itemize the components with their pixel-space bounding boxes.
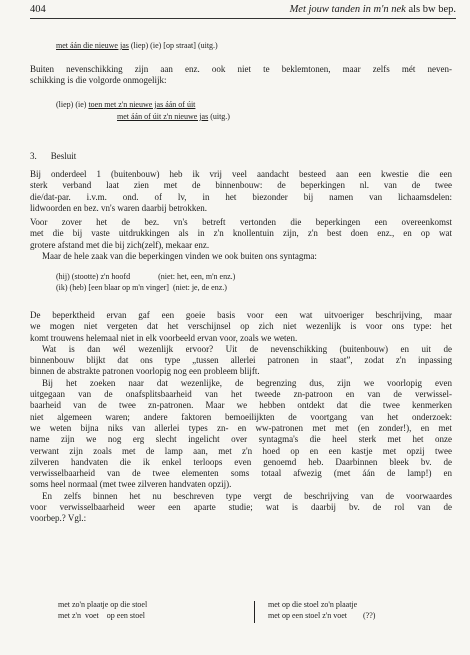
example-2-line-1 xyxy=(56,100,195,109)
running-title-roman: als bw bep. xyxy=(408,4,456,15)
para3-line: met die bij vaste uitdrukkingen als in z'n knollentuin zijn, z'n best doen enz., en op wat xyxy=(30,228,452,239)
comparison-right xyxy=(268,600,375,621)
para4-line: binnenbouw blijkt dat ons type „tussen allerlei patronen in staat”, zodat z'n inpassing xyxy=(30,355,452,366)
running-title-italic: Met jouw tanden in m'n nek xyxy=(289,4,406,15)
example-3-row xyxy=(56,271,235,282)
example-1 xyxy=(56,41,218,50)
comparison-left-line: met z'n voet op een stoel xyxy=(58,610,145,620)
para4-line: verwant zijn zoals met de lamp aan, met z'n hoed op en een kastje met opzij twee xyxy=(30,445,452,456)
example-2-underlined-1: toen met z'n nieuwe jas áán of úit xyxy=(88,100,196,109)
para4-line: binnen de abstrakte patronen voorlopig nog een probleem blijft. xyxy=(30,366,260,377)
para3-line: Maar de hele zaak van die beperkingen vinden we ook buiten ons syntagma: xyxy=(42,250,317,261)
example-1-rest: (liep) (ie) [op straat] (uitg.) xyxy=(128,41,218,50)
example-3-pre: (ik) (heb) [een blaar op m'n vinger] xyxy=(56,283,169,292)
para3-line: grotere afstand met die bij zich(zelf), mekaar enz. xyxy=(30,239,210,250)
header-rule xyxy=(30,18,456,19)
comparison-left xyxy=(58,600,147,621)
para4-line: name zijn we nog erg slecht ingelicht over syntagma's die heel sterk met het onze xyxy=(30,434,452,445)
example-3-pre: (hij) (stootte) xyxy=(56,272,101,281)
running-header xyxy=(30,4,456,18)
para3-line: Voor zover het de bez. vn's betreft vertonden die beperkingen een overeenkomst xyxy=(30,217,452,227)
para2-line: die/dat-par. i.v.m. ond. of lv, in het biezonder bij namen van lichaamsdelen: xyxy=(30,191,452,202)
para2-line: lidwoorden en bez. vn's waren daarbij betrokken. xyxy=(30,202,208,213)
para1-line: schikking is die volgorde onmogelijk: xyxy=(30,75,167,86)
para4-line: verwisselbaarheid van de twee elementen soms totaal afwezig (met áán de lamp!) en xyxy=(30,468,452,479)
example-2-pre: (liep) (ie) xyxy=(56,100,89,109)
running-title xyxy=(290,4,456,15)
para4-line: En zelfs binnen het nu beschreven type vergt de beschrijving van de voorwaardes xyxy=(42,490,452,501)
example-3-row xyxy=(56,282,235,293)
paragraph-1 xyxy=(30,64,452,87)
para4-line: voor verwisselbaarheid weer een aparte studie; wat is daarbij bv. de rol van de xyxy=(30,502,452,513)
para4-line: Bij het zoeken naar dat wezenlijke, de begrenzing dus, zijn we voorlopig even xyxy=(42,377,452,388)
para4-line: niet algemeen waren; andere faktoren bemoeilijkten de voortgang van het onderzoek: xyxy=(30,411,452,422)
page-number: 404 xyxy=(30,4,46,15)
para4-line: zilveren handvaten die ik enkel terloops even genoemd heb. Daarbinnen bleek bv. de xyxy=(30,456,452,467)
para4-line: komt trouwens helemaal niet in elk voorbeeld ervan voor, zoals we weten. xyxy=(30,332,298,343)
section-number: 3. xyxy=(30,151,37,161)
example-3-underlined: z'n hoofd xyxy=(100,272,131,281)
para4-line: voorbep.? Vgl.: xyxy=(30,513,87,524)
example-3-list xyxy=(56,271,235,293)
example-2-underlined-2: met áán of úit z'n nieuwe jas xyxy=(117,112,209,121)
paragraph-3 xyxy=(30,217,452,262)
example-2-post: (uitg.) xyxy=(208,112,230,121)
example-3-note: (niet: je, de enz.) xyxy=(172,283,227,292)
para4-line: we weten bijna niks van allerlei types zn- en ww-patronen met met (en zonder!), en met xyxy=(30,422,452,433)
para4-line: Wat is dan wél wezenlijk ervoor? Uit de nevenschikking (buitenbouw) en uit de xyxy=(42,343,452,354)
para4-line: soms heel normaal (met twee zilveren handvaten opzij). xyxy=(30,479,232,490)
para2-line: Bij onderdeel 1 (buitenbouw) heb ik vrij veel aandacht besteed aan een kwestie die een xyxy=(30,169,452,179)
section-heading xyxy=(30,151,76,161)
para1-line: Buiten nevenschikking zijn aan enz. ook niet te beklemtonen, maar zelfs mét neven- xyxy=(30,64,452,74)
example-1-underlined: met áán die nieuwe jas xyxy=(56,41,129,50)
paragraph-2 xyxy=(30,169,452,214)
para2-line: sterk verband laat zien met de binnenbouw: de beperkingen nl. van de twee xyxy=(30,180,452,191)
paragraph-4 xyxy=(30,310,452,525)
example-2-line-2 xyxy=(117,112,230,121)
para4-line: we mogen niet vergeten dat het verschijnsel op zich niet wezenlijk is voor ons type: het xyxy=(30,321,452,332)
comparison-right-line: met op een stoel z'n voet (??) xyxy=(268,610,376,620)
para4-line: De beperktheid ervan gaf een goeie basis voor een wat uitvoeriger beschrijving, maar xyxy=(30,310,452,320)
example-3-note: (niet: het, een, m'n enz.) xyxy=(158,272,236,281)
comparison-divider xyxy=(254,601,255,623)
section-title: Besluit xyxy=(50,151,77,161)
para4-line: baarheid van de twee zn-patronen. Maar we hebben ontdekt dat die twee kenmerken xyxy=(30,400,452,411)
para4-line: uitgegaan van de onafsplitsbaarheid van het tweede zn-patroon en van de verwissel- xyxy=(30,389,452,400)
comparison-right-line: met op die stoel zo'n plaatje xyxy=(268,600,358,609)
comparison-left-line: met zo'n plaatje op die stoel xyxy=(58,600,148,609)
